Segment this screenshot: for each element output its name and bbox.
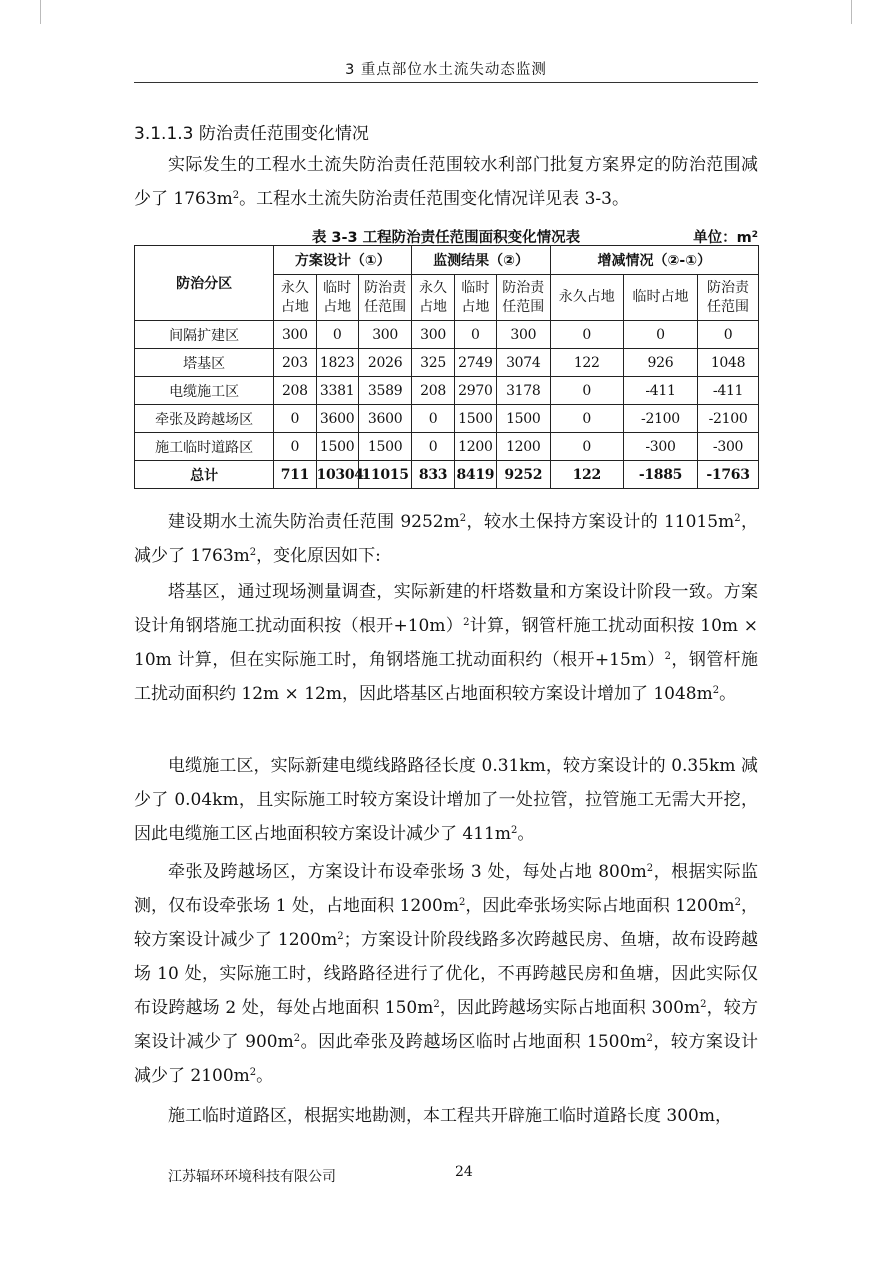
table-cell: 711 — [274, 461, 316, 489]
superscript: 2 — [463, 617, 470, 628]
col-change-resp: 防治责 任范围 — [698, 275, 759, 321]
table-cell: 11015 — [358, 461, 412, 489]
table-cell: 8419 — [454, 461, 496, 489]
table-cell: 3589 — [358, 377, 412, 405]
unit-text: 单位：m — [693, 230, 752, 246]
intro-paragraph — [134, 148, 758, 216]
col-monitor-resp: 防治责 任范围 — [496, 275, 550, 321]
row-zone: 电缆施工区 — [135, 377, 274, 405]
table-cell: -1763 — [698, 461, 759, 489]
body-paragraph-temp-road: 施工临时道路区，根据实地勘测，本工程共开辟施工临时道路长度 300m， — [168, 1106, 732, 1126]
body-paragraph-total: 建设期水土流失防治责任范围 $9252m^2$，较水土保持方案设计的 $11015m^2$，减少了 $1763m^2$，变化原因如下: — [134, 512, 759, 566]
table-cell: 1200 — [454, 433, 496, 461]
table-cell: 0 — [274, 433, 316, 461]
table-cell: 2749 — [454, 349, 496, 377]
row-zone: 牵张及跨越场区 — [135, 405, 274, 433]
table-row — [135, 321, 759, 349]
table-cell: 2970 — [454, 377, 496, 405]
table-cell: 203 — [274, 349, 316, 377]
table-cell: 300 — [358, 321, 412, 349]
table-cell: 300 — [412, 321, 454, 349]
table-cell: 926 — [623, 349, 697, 377]
row-zone: 塔基区 — [135, 349, 274, 377]
superscript: 2 — [433, 999, 440, 1010]
table-cell: 0 — [623, 321, 697, 349]
table-cell: -300 — [698, 433, 759, 461]
row-zone: 总计 — [135, 461, 274, 489]
superscript: 2 — [459, 513, 467, 524]
table-cell: 1200 — [496, 433, 550, 461]
table-cell: 3074 — [496, 349, 550, 377]
table-cell: 0 — [550, 377, 623, 405]
table-cell: 2026 — [358, 349, 412, 377]
table-cell: 1500 — [454, 405, 496, 433]
table-cell: 0 — [550, 433, 623, 461]
row-zone: 间隔扩建区 — [135, 321, 274, 349]
table-row — [135, 377, 759, 405]
table-cell: 10304 — [316, 461, 358, 489]
table-cell: -411 — [698, 377, 759, 405]
table-cell: 0 — [550, 321, 623, 349]
table-cell: 300 — [274, 321, 316, 349]
header-rule — [134, 82, 758, 83]
responsibility-change-table — [134, 245, 759, 489]
table-cell: 0 — [698, 321, 759, 349]
table-cell: 0 — [454, 321, 496, 349]
table-header-row-1 — [135, 246, 759, 275]
table-cell: -411 — [623, 377, 697, 405]
unit-superscript: 2 — [751, 230, 758, 240]
col-change-temp: 临时占地 — [623, 275, 697, 321]
table-cell: -2100 — [698, 405, 759, 433]
superscript: 2 — [249, 547, 257, 558]
superscript: 2 — [712, 685, 720, 696]
col-plan-temp: 临时 占地 — [316, 275, 358, 321]
table-caption: 表 3-3 工程防治责任范围面积变化情况表 — [311, 230, 581, 246]
superscript: 2 — [458, 897, 466, 908]
running-head: 3 重点部位水土流失动态监测 — [345, 62, 547, 78]
intro-text-b: 。工程水土流失防治责任范围变化情况详见表 3-3。 — [239, 189, 629, 209]
table-cell: 3600 — [316, 405, 358, 433]
table-cell: 208 — [274, 377, 316, 405]
page-corner-mark-right — [851, 0, 892, 24]
table-cell: 1500 — [358, 433, 412, 461]
table-cell: 300 — [496, 321, 550, 349]
col-group-change: 增减情况（②-①） — [550, 246, 758, 275]
table-cell: 0 — [550, 405, 623, 433]
table-cell: -2100 — [623, 405, 697, 433]
table-cell: 3600 — [358, 405, 412, 433]
table-cell: 0 — [274, 405, 316, 433]
footer-company: 江苏辐环环境科技有限公司 — [168, 1169, 336, 1185]
body-paragraph-tower-base: 塔基区，通过现场测量调查，实际新建的杆塔数量和方案设计阶段一致。方案设计角钢塔施工扰动面积按（根开+10m）$^2$计算，钢管杆施工扰动面积按 10m × 10m 计算，但在实际施工时，角钢塔施工扰动面积约（根开+15m）$^2$，钢管杆施工扰动面积约 12m × 12m，因此塔基区占地面积较方案设计增加了 $1048m^2$。 — [134, 582, 758, 704]
superscript: 2 — [646, 1033, 653, 1044]
table-cell: 833 — [412, 461, 454, 489]
table-unit-label — [693, 226, 758, 247]
table-cell: 122 — [550, 461, 623, 489]
intro-text-a: 实际发生的工程水土流失防治责任范围较水利部门批复方案界定的防治范围减少了 1763m — [134, 155, 758, 209]
superscript: 2 — [734, 513, 741, 524]
section-heading: 3.1.1.3 防治责任范围变化情况 — [134, 124, 369, 144]
row-zone: 施工临时道路区 — [135, 433, 274, 461]
table-cell: 0 — [412, 405, 454, 433]
superscript: 2 — [734, 897, 741, 908]
table-cell: -1885 — [623, 461, 697, 489]
col-monitor-temp: 临时 占地 — [454, 275, 496, 321]
page-corner-mark-left — [0, 0, 41, 24]
table-cell: -300 — [623, 433, 697, 461]
table-row — [135, 405, 759, 433]
col-change-perm: 永久占地 — [550, 275, 623, 321]
table-row — [135, 433, 759, 461]
superscript: 2 — [293, 1033, 301, 1044]
table-cell: 325 — [412, 349, 454, 377]
superscript: 2 — [664, 651, 672, 662]
table-total-row — [135, 461, 759, 489]
superscript: 2 — [232, 190, 240, 201]
table-cell: 0 — [316, 321, 358, 349]
table-cell: 3178 — [496, 377, 550, 405]
body-paragraph-tension-crossing: 牵张及跨越场区，方案设计布设牵张场 3 处，每处占地 $800m^2$，根据实际监测，仅布设牵张场 1 处，占地面积 $1200m^2$，因此牵张场实际占地面积 $1200m^2$，较方案设计减少了 $1200m^2$；方案设计阶段线路多次跨越民房、鱼塘，故布设跨越场 10 处，实际施工时，线路路径进行了优化，不再跨越民房和鱼塘，因此实际仅布设跨越场 2 处，每处占地面积 $150m^2$，因此跨越场实际占地面积 $300m^2$，较方案设计减少了 $900m^2$。因此牵张及跨越场区临时占地面积 $1500m^2$，较方案设计减少了 $2100m^2$。 — [134, 862, 759, 1086]
table-cell: 9252 — [496, 461, 550, 489]
col-monitor-perm: 永久 占地 — [412, 275, 454, 321]
col-group-plan: 方案设计（①） — [274, 246, 412, 275]
superscript: 2 — [249, 1067, 257, 1078]
table-row — [135, 349, 759, 377]
superscript: 2 — [646, 863, 654, 874]
superscript: 2 — [510, 825, 518, 836]
table-cell: 0 — [412, 433, 454, 461]
superscript: 2 — [337, 931, 344, 942]
col-zone-header: 防治分区 — [135, 246, 274, 321]
table-cell: 1823 — [316, 349, 358, 377]
body-paragraph-cable: 电缆施工区，实际新建电缆线路路径长度 0.31km，较方案设计的 0.35km 减少了 0.04km，且实际施工时较方案设计增加了一处拉管，拉管施工无需大开挖，因此电缆施工区占地面积较方案设计减少了 $411m^2$。 — [134, 756, 758, 844]
table-cell: 1048 — [698, 349, 759, 377]
page-number: 24 — [455, 1164, 473, 1180]
col-plan-perm: 永久 占地 — [274, 275, 316, 321]
col-group-monitor: 监测结果（②） — [412, 246, 550, 275]
superscript: 2 — [700, 999, 707, 1010]
table-cell: 3381 — [316, 377, 358, 405]
table-cell: 208 — [412, 377, 454, 405]
table-cell: 122 — [550, 349, 623, 377]
table-cell: 1500 — [496, 405, 550, 433]
col-plan-resp: 防治责 任范围 — [358, 275, 412, 321]
table-cell: 1500 — [316, 433, 358, 461]
